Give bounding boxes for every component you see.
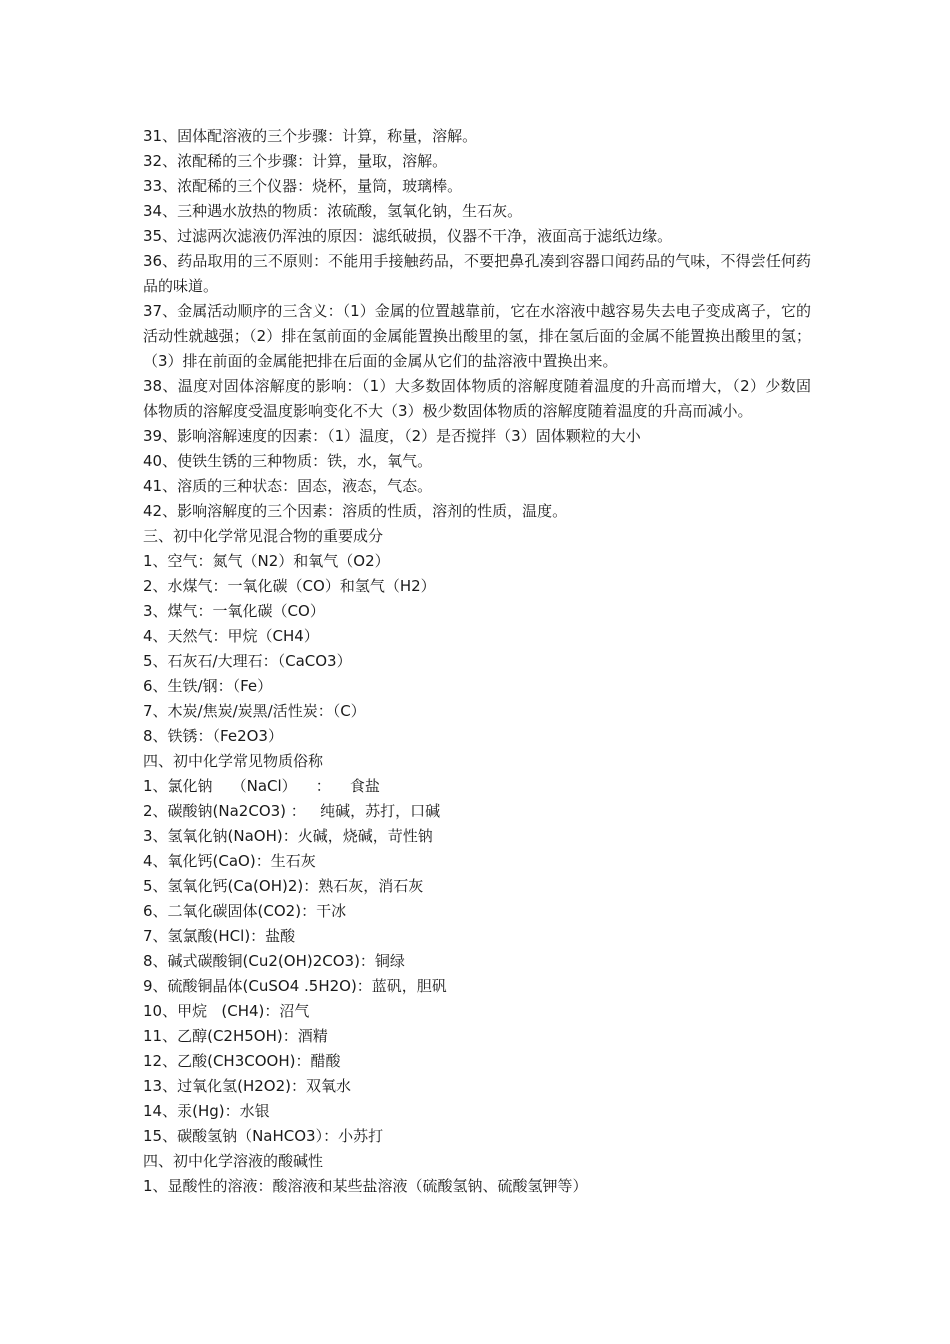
list-item: 7、氢氯酸(HCl)：盐酸: [143, 927, 296, 945]
list-item: 3、煤气：一氧化碳（CO）: [143, 602, 325, 620]
list-item: 14、汞(Hg)：水银: [143, 1102, 270, 1120]
text-line-40: 40、使铁生锈的三种物质：铁，水，氧气。: [143, 452, 433, 470]
text-line-33: 33、浓配稀的三个仪器：烧杯，量筒，玻璃棒。: [143, 177, 463, 195]
list-item: 2、碳酸钠(Na2CO3) ： 纯碱，苏打，口碱: [143, 802, 441, 820]
list-item: 7、木炭/焦炭/炭黑/活性炭：（C）: [143, 702, 366, 720]
list-item: 1、氯化钠 （NaCl） ： 食盐: [143, 777, 380, 795]
text-line-41: 41、溶质的三种状态：固态，液态，气态。: [143, 477, 433, 495]
document-body: [143, 124, 811, 1199]
list-item: 12、乙酸(CH3COOH)：醋酸: [143, 1052, 341, 1070]
list-item: 6、二氧化碳固体(CO2)：干冰: [143, 902, 347, 920]
list-item: 8、铁锈：（Fe2O3）: [143, 727, 283, 745]
paragraph-36: 36、药品取用的三不原则：不能用手接触药品，不要把鼻孔凑到容器口闻药品的气味，不得尝任何药品的味道。: [143, 252, 811, 295]
text-line-34: 34、三种遇水放热的物质：浓硫酸，氢氧化钠，生石灰。: [143, 202, 523, 220]
list-item: 4、氧化钙(CaO)：生石灰: [143, 852, 316, 870]
list-item: 13、过氧化氢(H2O2)：双氧水: [143, 1077, 351, 1095]
paragraph-37: 37、金属活动顺序的三含义：（1）金属的位置越靠前，它在水溶液中越容易失去电子变成离子，它的活动性就越强；（2）排在氢前面的金属能置换出酸里的氢，排在氢后面的金属不能置换出酸里的氢；（3）排在前面的金属能把排在后面的金属从它们的盐溶液中置换出来。: [143, 302, 811, 370]
text-line-39: 39、影响溶解速度的因素：（1）温度，（2）是否搅拌（3）固体颗粒的大小: [143, 427, 641, 445]
text-line-31: 31、固体配溶液的三个步骤：计算，称量，溶解。: [143, 127, 478, 145]
list-item: 11、乙醇(C2H5OH)：酒精: [143, 1027, 328, 1045]
list-item: 10、甲烷 (CH4)：沼气: [143, 1002, 310, 1020]
paragraph-38: 38、温度对固体溶解度的影响：（1）大多数固体物质的溶解度随着温度的升高而增大，（2）少数固体物质的溶解度受温度影响变化不大（3）极少数固体物质的溶解度随着温度的升高而减小。: [143, 377, 811, 420]
list-item: 6、生铁/钢：（Fe）: [143, 677, 273, 695]
list-item: 2、水煤气：一氧化碳（CO）和氢气（H2）: [143, 577, 436, 595]
section-heading-common-names: 四、初中化学常见物质俗称: [143, 752, 324, 770]
list-item: 4、天然气：甲烷（CH4）: [143, 627, 319, 645]
section-heading-mixtures: 三、初中化学常见混合物的重要成分: [143, 527, 384, 545]
list-item: 3、氢氧化钠(NaOH)：火碱，烧碱，苛性钠: [143, 827, 433, 845]
text-line-42: 42、影响溶解度的三个因素：溶质的性质，溶剂的性质，温度。: [143, 502, 568, 520]
list-item: 15、碳酸氢钠（NaHCO3）：小苏打: [143, 1127, 384, 1145]
text-line-32: 32、浓配稀的三个步骤：计算，量取，溶解。: [143, 152, 448, 170]
list-item: 8、碱式碳酸铜(Cu2(OH)2CO3)：铜绿: [143, 952, 405, 970]
text-line-35: 35、过滤两次滤液仍浑浊的原因：滤纸破损，仪器不干净，液面高于滤纸边缘。: [143, 227, 673, 245]
list-item: 1、显酸性的溶液：酸溶液和某些盐溶液（硫酸氢钠、硫酸氢钾等）: [143, 1177, 588, 1195]
list-item: 9、硫酸铜晶体(CuSO4 .5H2O)：蓝矾，胆矾: [143, 977, 447, 995]
list-item: 5、石灰石/大理石：（CaCO3）: [143, 652, 352, 670]
list-item: 1、空气：氮气（N2）和氧气（O2）: [143, 552, 390, 570]
list-item: 5、氢氧化钙(Ca(OH)2)：熟石灰，消石灰: [143, 877, 424, 895]
section-heading-acidity: 四、初中化学溶液的酸碱性: [143, 1152, 324, 1170]
